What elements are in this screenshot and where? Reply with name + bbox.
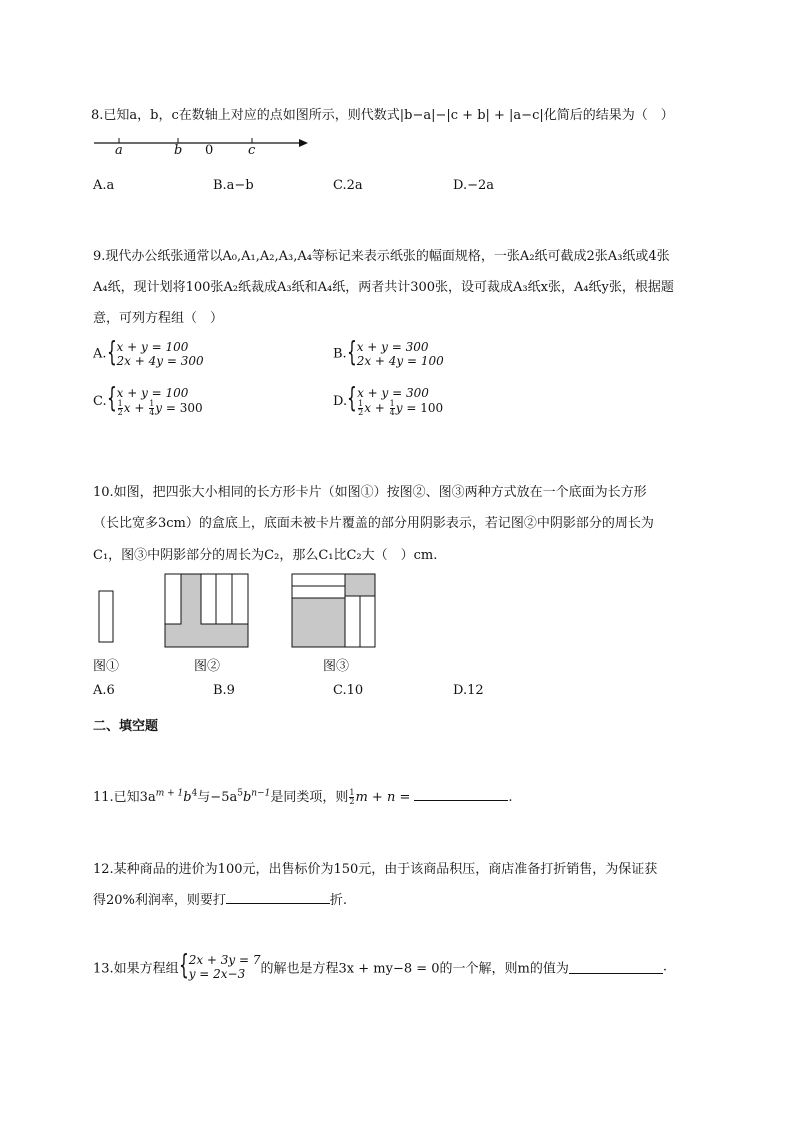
q10-option-d[interactable]: D.12 (453, 683, 484, 698)
q10-option-c[interactable]: C.10 (333, 683, 364, 698)
brace-icon: { (346, 335, 357, 368)
question-8-text: 8.已知a，b，c在数轴上对应的点如图所示，则代数式|b−a|−|c + b| + |a−c|化简后的结果为（ ） (91, 108, 674, 123)
q9-option-d-system: { x + y = 300 $\frac{1}{2}$ x + $\frac{1}{4}$ y = 100 (347, 381, 444, 417)
q8-option-a[interactable]: A.a (93, 178, 115, 193)
question-13: 13.如果方程组 { 2x + 3y = 7 y = 2x−3 的解也是方程3x + my−8 = 0的一个解，则m的值为 . (93, 948, 668, 981)
question-10-line2: （长比宽多3cm）的盒底上，底面未被卡片覆盖的部分用阴影表示，若记图②中阴影部分的周长为 (93, 516, 654, 531)
question-10-line3: C₁，图③中阴影部分的周长为C₂，那么C₁比C₂大（ ）cm. (93, 548, 438, 563)
section-heading-fill-in: 二、填空题 (93, 719, 159, 734)
q8-option-d[interactable]: D.−2a (453, 178, 495, 193)
question-11: 11.已知$3a^{m + 1}b^4$与$-5a^5b^{n-1}$是同类项，则 $\frac{1}{2}$ m + n = . (93, 788, 513, 806)
figure-2-label: 图② (194, 659, 221, 674)
axis-label-a: a (115, 143, 123, 158)
figure-2-box (164, 573, 250, 649)
q9-option-c-system: { x + y = 100 $\frac{1}{2}$ x + $\frac{1}{4}$ y = 300 (106, 381, 203, 417)
question-9-line2: A₄纸，现计划将100张A₂纸裁成A₃纸和A₄纸，两者共计300张，设可裁成A₃纸x张，A₄纸y张，根据题 (93, 280, 674, 295)
figure-1-label: 图① (93, 659, 120, 674)
q8-option-b[interactable]: B.a−b (213, 178, 254, 193)
brace-icon: { (347, 381, 357, 414)
brace-icon: { (106, 381, 117, 414)
q9-option-b[interactable] (333, 335, 444, 368)
q9-option-c[interactable] (93, 381, 203, 417)
axis-label-c: c (248, 143, 256, 158)
question-12-line1: 12.某种商品的进价为100元，出售标价为150元，由于该商品积压，商店准备打折销售，为保证获 (93, 862, 658, 877)
axis-label-b: b (174, 143, 183, 158)
brace-icon: { (178, 948, 189, 981)
figure-3-label: 图③ (323, 659, 350, 674)
q9-option-a-label: A. (93, 346, 107, 362)
q9-option-b-label: B. (333, 346, 347, 362)
question-10-line1: 10.如图，把四张大小相同的长方形卡片（如图①）按图②、图③两种方式放在一个底面为长方形 (93, 485, 647, 500)
q10-option-a[interactable]: A.6 (93, 683, 115, 698)
number-line-arrow (299, 139, 308, 147)
q13-answer-blank[interactable] (569, 961, 663, 974)
q10-option-b[interactable]: B.9 (213, 683, 235, 698)
q9-option-a[interactable] (93, 335, 204, 368)
q8-option-c[interactable]: C.2a (333, 178, 363, 193)
q9-option-a-system: { x + y = 100 2x + 4y = 300 (106, 335, 204, 368)
q9-option-d-label: D. (333, 394, 348, 409)
q9-option-b-system: { x + y = 300 2x + 4y = 100 (346, 335, 444, 368)
question-12-line2: 得20%利润率，则要打 折. (93, 893, 348, 908)
q13-equation-system: { 2x + 3y = 7 y = 2x−3 (178, 948, 261, 981)
figure-1-card (98, 590, 116, 644)
brace-icon: { (106, 335, 117, 368)
q11-answer-blank[interactable] (414, 788, 508, 801)
q9-option-c-label: C. (93, 394, 107, 409)
q9-option-d[interactable] (333, 381, 444, 417)
question-9-line3: 意，可列方程组（ ） (93, 311, 224, 326)
figure-3-box (291, 573, 377, 649)
question-9-line1: 9.现代办公纸张通常以A₀,A₁,A₂,A₃,A₄等标记来表示纸张的幅面规格，一张A₂纸可截成2张A₃纸或4张 (93, 249, 670, 264)
axis-label-zero: 0 (205, 143, 214, 158)
q12-answer-blank[interactable] (226, 891, 330, 904)
